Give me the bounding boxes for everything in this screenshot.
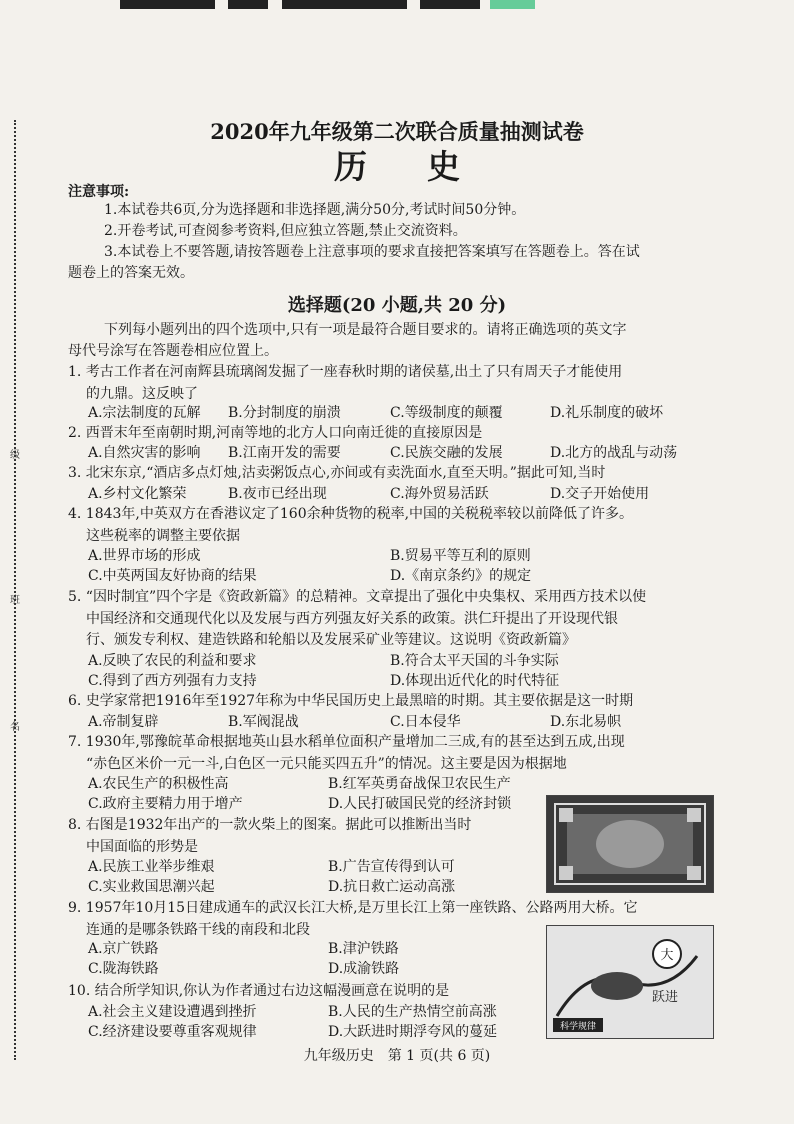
- option: B.分封制度的崩溃: [228, 405, 341, 421]
- option: B.军阀混战: [228, 714, 299, 730]
- matchbox-label-image: [546, 795, 714, 893]
- top-header-strip: [0, 0, 794, 12]
- option: A.帝制复辟: [88, 714, 159, 730]
- option: D.人民打破国民党的经济封锁: [328, 796, 512, 812]
- notice-item: 1.本试卷共6页,分为选择题和非选择题,满分50分,考试时间50分钟。: [104, 202, 526, 218]
- question-stem: 的九鼎。这反映了: [86, 385, 198, 402]
- question-stem: 8. 右图是1932年出产的一款火柴上的图案。据此可以推断出当时: [68, 817, 472, 833]
- side-mark-class: 级: [10, 450, 20, 461]
- option: D.大跃进时期浮夸风的蔓延: [328, 1024, 498, 1040]
- question-7: [68, 732, 625, 775]
- question-stem: 行、颁发专利权、建造铁路和轮船以及发展采矿业等建议。这说明《资政新篇》: [86, 632, 576, 649]
- option: D.抗日救亡运动高涨: [328, 879, 456, 895]
- option: C.中英两国友好协商的结果: [88, 568, 257, 584]
- cartoon-text-leap: 跃进: [652, 990, 679, 1005]
- option: A.乡村文化繁荣: [88, 486, 187, 502]
- question-stem: 5. “因时制宜”四个字是《资政新篇》的总精神。文章提出了强化中央集权、采用西方技术以使: [68, 589, 647, 605]
- option: C.得到了西方列强有力支持: [88, 673, 257, 689]
- cartoon-text-big: 大: [660, 948, 674, 963]
- option: B.津沪铁路: [328, 941, 399, 957]
- section-intro: 母代号涂写在答题卷相应位置上。: [68, 343, 278, 359]
- side-mark-name: 名: [10, 722, 20, 733]
- exam-title: 2020年九年级第二次联合质量抽测试卷: [210, 119, 584, 144]
- question-1: [68, 362, 622, 405]
- page-footer: 九年级历史 第 1 页(共 6 页): [303, 1048, 491, 1064]
- question-stem: 这些税率的调整主要依据: [86, 527, 240, 544]
- option: A.农民生产的积极性高: [88, 776, 229, 792]
- question-stem: 中国经济和交通现代化以及发展与西方列强友好关系的政策。洪仁玕提出了开设现代银: [86, 610, 618, 627]
- question-5: [68, 587, 646, 652]
- option: C.陇海铁路: [88, 961, 159, 977]
- question-stem: 4. 1843年,中英双方在香港议定了160余种货物的税率,中国的关税税率较以前降低了许多。: [68, 506, 634, 522]
- question-stem: 9. 1957年10月15日建成通车的武汉长江大桥,是万里长江上第一座铁路、公路两用大桥。它: [68, 900, 638, 916]
- option: C.等级制度的颠覆: [390, 405, 503, 421]
- subject-title: 历史: [334, 147, 520, 186]
- section-title: 选择题(20 小题,共 20 分): [287, 295, 507, 316]
- question-stem: 7. 1930年,鄂豫皖革命根据地英山县水稻单位面积产量增加二三成,有的甚至达到五成,出现: [68, 734, 625, 750]
- option: D.东北易帜: [550, 714, 622, 730]
- option: A.民族工业举步维艰: [88, 859, 215, 875]
- cartoon-text-science: 科学规律: [559, 1022, 597, 1032]
- option: A.世界市场的形成: [88, 548, 201, 564]
- option: B.符合太平天国的斗争实际: [390, 653, 559, 669]
- option: B.广告宣传得到认可: [328, 859, 455, 875]
- option: C.实业救国思潮兴起: [88, 879, 215, 895]
- binding-line: [14, 120, 16, 1060]
- option: A.自然灾害的影响: [88, 445, 201, 461]
- question-10: [68, 981, 449, 1003]
- notice-heading: 注意事项:: [68, 184, 130, 200]
- question-stem: 10. 结合所学知识,你认为作者通过右边这幅漫画意在说明的是: [68, 983, 450, 999]
- cartoon-image: [546, 925, 714, 1039]
- question-stem: 中国面临的形势是: [86, 838, 198, 855]
- question-stem: 2. 西晋末年至南朝时期,河南等地的北方人口向南迁徙的直接原因是: [68, 425, 483, 441]
- question-stem: “赤色区米价一元一斗,白色区一元只能买四五升”的情况。这主要是因为根据地: [86, 755, 567, 772]
- option: C.海外贸易活跃: [390, 486, 489, 502]
- option: C.民族交融的发展: [390, 445, 503, 461]
- option: B.夜市已经出现: [228, 486, 327, 502]
- option: D.礼乐制度的破坏: [550, 405, 664, 421]
- question-4: [68, 504, 633, 547]
- option: C.经济建设要尊重客观规律: [88, 1024, 257, 1040]
- option: C.政府主要精力用于增产: [88, 796, 243, 812]
- option: D.成渝铁路: [328, 961, 400, 977]
- option: A.反映了农民的利益和要求: [88, 653, 257, 669]
- option: D.交子开始使用: [550, 486, 650, 502]
- option: A.社会主义建设遭遇到挫折: [88, 1004, 257, 1020]
- question-8: [68, 815, 471, 858]
- cartoon-drawing: [547, 926, 713, 1038]
- question-stem: 连通的是哪条铁路干线的南段和北段: [86, 921, 310, 938]
- option: B.红军英勇奋战保卫农民生产: [328, 776, 511, 792]
- option: A.京广铁路: [88, 941, 159, 957]
- option: B.人民的生产热情空前高涨: [328, 1004, 497, 1020]
- section-intro: 下列每小题列出的四个选项中,只有一项是最符合题目要求的。请将正确选项的英文字: [104, 322, 627, 338]
- option: D.《南京条约》的规定: [390, 568, 532, 584]
- option: B.贸易平等互利的原则: [390, 548, 531, 564]
- question-stem: 3. 北宋东京,“酒店多点灯烛,沽卖粥饭点心,亦间或有卖洗面水,直至天明。”据此可知,当时: [68, 465, 606, 481]
- question-3: [68, 463, 605, 485]
- option: C.日本侵华: [390, 714, 461, 730]
- notice-item: 2.开卷考试,可查阅参考资料,但应独立答题,禁止交流资料。: [104, 223, 467, 239]
- notice-item: 题卷上的答案无效。: [68, 265, 194, 281]
- option: B.江南开发的需要: [228, 445, 341, 461]
- notice-item: 3.本试卷上不要答题,请按答题卷上注意事项的要求直接把答案填写在答题卷上。答在试: [104, 244, 640, 260]
- question-6: [68, 691, 633, 713]
- option: D.北方的战乱与动荡: [550, 445, 678, 461]
- matchbox-drawing: [547, 796, 713, 892]
- option: A.宗法制度的瓦解: [88, 405, 201, 421]
- side-mark-grade: 班: [10, 595, 20, 606]
- option: D.体现出近代化的时代特征: [390, 673, 560, 689]
- question-2: [68, 423, 482, 445]
- question-stem: 6. 史学家常把1916年至1927年称为中华民国历史上最黑暗的时期。其主要依据是这一时期: [68, 693, 634, 709]
- question-stem: 1. 考古工作者在河南辉县琉璃阁发掘了一座春秋时期的诸侯墓,出土了只有周天子才能使用: [68, 364, 623, 380]
